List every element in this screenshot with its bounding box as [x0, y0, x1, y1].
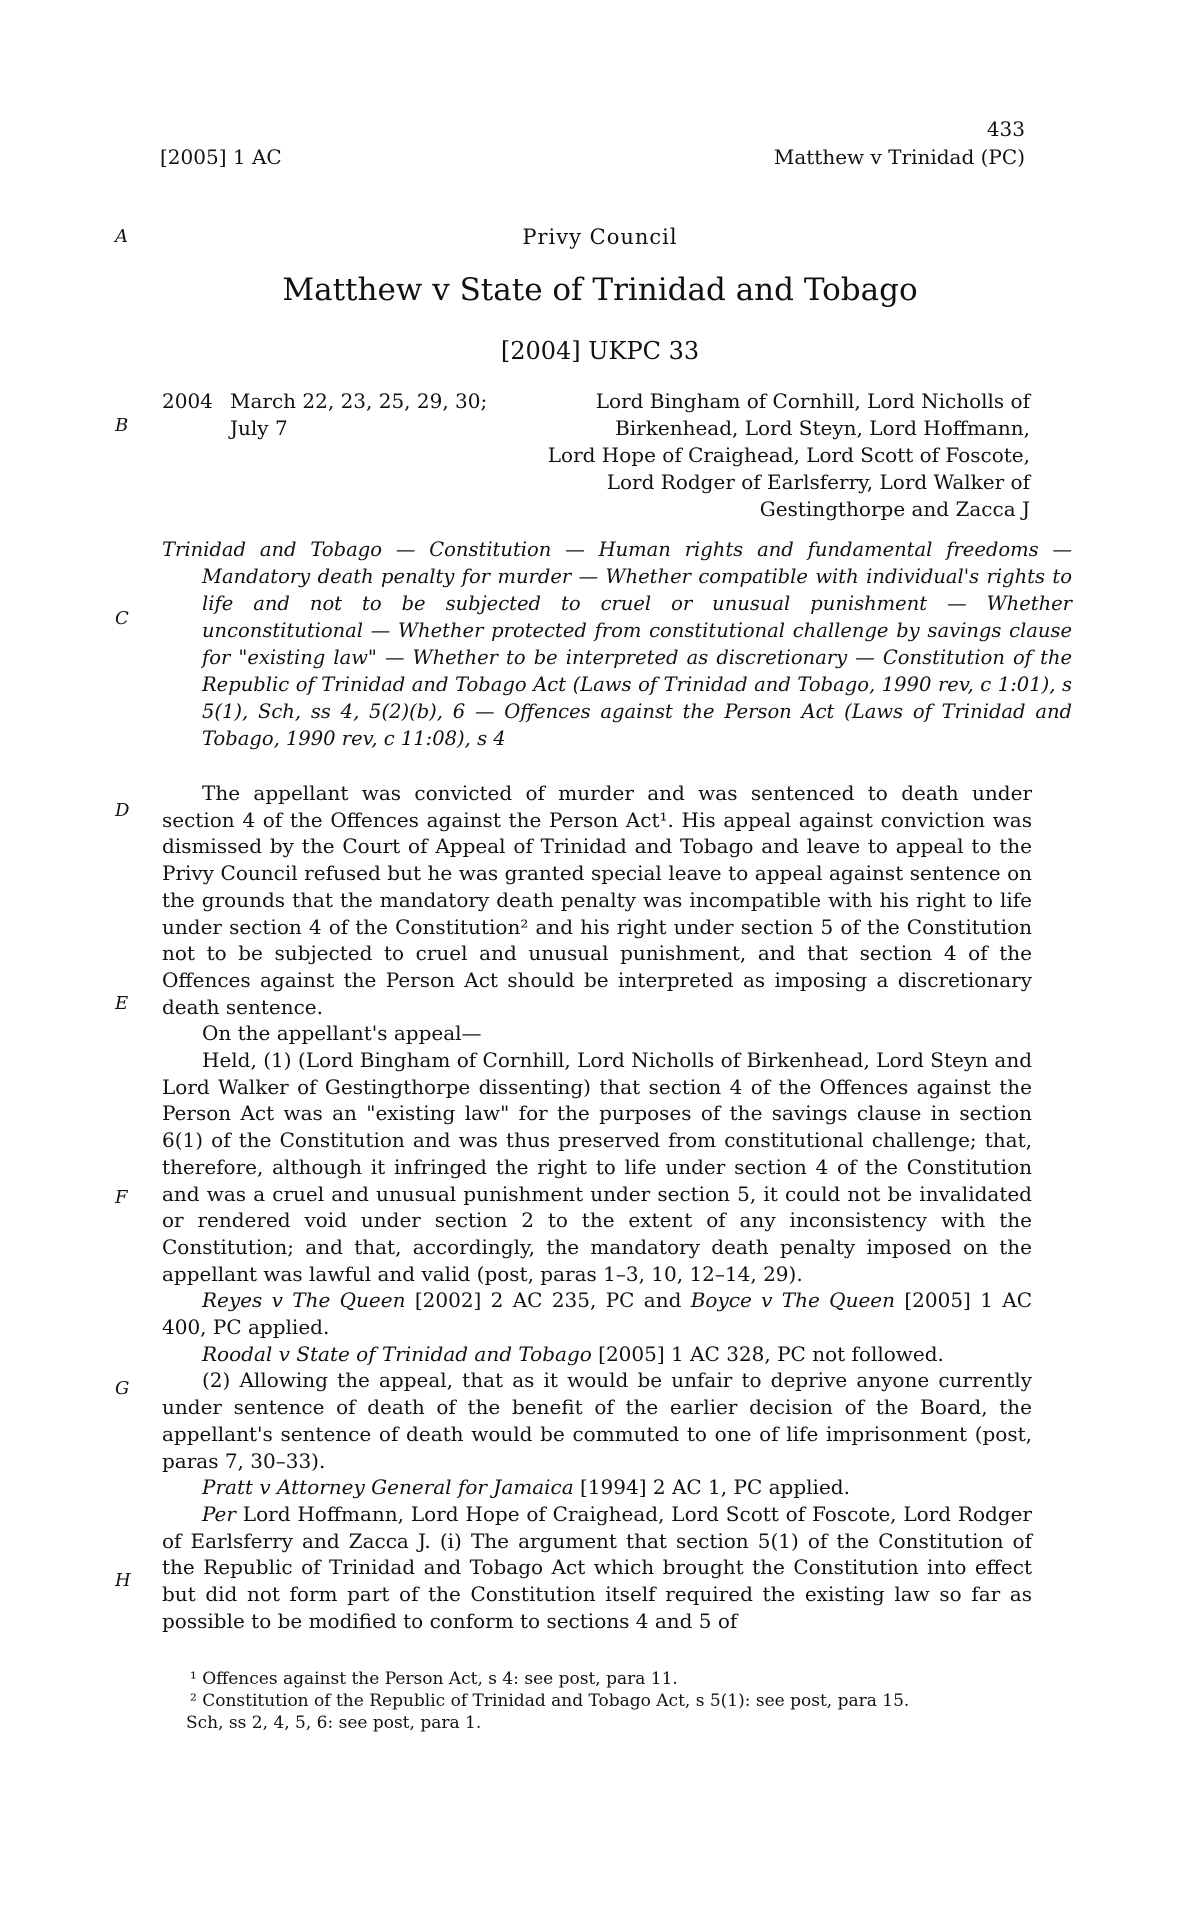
catchwords: Trinidad and Tobago — Constitution — Human rights and fundamental freedoms — Mandatory death penalty for murder — Whether compatible with individual's rights to life and not to be subjected to cruel or unusual punishment — Whether unconstitutional — Whether protected from constitutional challenge by savings clause for "existing law" — Whether to be interpreted as discretionary — Constitution of the Republic of Trinidad and Tobago Act (Laws of Trinidad and Tobago, 1990 rev, c 1:01), s 5(1), Sch, ss 4, 5(2)(b), 6 — Offences against the Person Act (Laws of Trinidad and Tobago, 1990 rev, c 11:08), s 4	[162, 538, 1072, 750]
headnote-paragraph: Held, (1) (Lord Bingham of Cornhill, Lord Nicholls of Birkenhead, Lord Steyn and Lord Walker of Gestingthorpe dissenting) that section 4 of the Offences against the Person Act was an "existing law" for the purposes of the savings clause in section 6(1) of the Constitution and was thus preserved from constitutional challenge; that, therefore, although it infringed the right to life under section 4 of the Constitution and was a cruel and unusual punishment under section 5, it could not be invalidated or rendered void under section 2 to the extent of any inconsistency with the Constitution; and that, accordingly, the mandatory death penalty imposed on the appellant was lawful and valid (post, paras 1–3, 10, 12–14, 29).	[162, 1048, 1032, 1286]
hearing-dates	[162, 388, 487, 442]
running-title: Matthew v Trinidad (PC)	[773, 145, 1025, 169]
case-name: Pratt v Attorney General for Jamaica	[202, 1475, 574, 1500]
judges-line: Lord Bingham of Cornhill, Lord Nicholls of	[595, 389, 1030, 413]
judges-line: Birkenhead, Lord Steyn, Lord Hoffmann,	[615, 416, 1030, 440]
margin-letter-d: D	[115, 800, 130, 821]
margin-letter-c: C	[115, 608, 129, 629]
margin-letter-g: G	[115, 1378, 130, 1399]
cases-applied: Reyes v The Queen [2002] 2 AC 235, PC and Boyce v The Queen [2005] 1 AC 400, PC applied.	[162, 1288, 1033, 1340]
case-name: Roodal v State of Trinidad and Tobago	[202, 1341, 592, 1366]
neutral-citation: [2004] UKPC 33	[500, 337, 700, 365]
case-name: Boyce v The Queen	[690, 1288, 896, 1313]
headnote-body	[162, 780, 1032, 1635]
judges-line: Lord Hope of Craighead, Lord Scott of Foscote,	[547, 443, 1030, 467]
case-title: Matthew v State of Trinidad and Tobago	[282, 272, 918, 308]
footnotes	[186, 1668, 1030, 1734]
footnote: ¹ Offences against the Person Act, s 4: see post, para 11.	[190, 1669, 678, 1689]
margin-letter-f: F	[115, 1187, 128, 1208]
headnote-paragraph: (2) Allowing the appeal, that as it would be unfair to deprive anyone currently under sentence of death of the benefit of the earlier decision of the Board, the appellant's sentence of death would be commuted to one of life imprisonment (post, paras 7, 30–33).	[162, 1368, 1032, 1473]
hearing-dates-line2: July 7	[230, 416, 288, 440]
margin-letter-a: A	[115, 226, 128, 247]
judges-list	[530, 388, 1030, 523]
hearing-year: 2004	[162, 389, 213, 413]
case-name: Reyes v The Queen	[202, 1288, 406, 1313]
judges-line: Gestingthorpe and Zacca J	[759, 497, 1030, 521]
margin-letter-b: B	[115, 415, 129, 436]
judges-line: Lord Rodger of Earlsferry, Lord Walker of	[606, 470, 1030, 494]
footnote: ² Constitution of the Republic of Trinidad and Tobago Act, s 5(1): see post, para 15.	[190, 1691, 910, 1711]
per-paragraph: Per Lord Hoffmann, Lord Hope of Craighead, Lord Scott of Foscote, Lord Rodger of Earlsferry and Zacca J. (i) The argument that section 5(1) of the Constitution of the Republic of Trinidad and Tobago Act which brought the Constitution into effect but did not form part of the Constitution itself required the existing law so far as possible to be modified to conform to sections 4 and 5 of	[162, 1501, 1032, 1633]
margin-letter-h: H	[115, 1570, 131, 1591]
headnote-paragraph: On the appellant's appeal—	[202, 1021, 482, 1046]
case-not-followed: Roodal v State of Trinidad and Tobago [2005] 1 AC 328, PC not followed.	[202, 1341, 944, 1366]
hearing-dates-line1: March 22, 23, 25, 29, 30;	[230, 389, 488, 413]
footnote: Sch, ss 2, 4, 5, 6: see post, para 1.	[186, 1713, 482, 1733]
headnote-paragraph: The appellant was convicted of murder and was sentenced to death under section 4 of the Offences against the Person Act¹. His appeal against conviction was dismissed by the Court of Appeal of Trinidad and Tobago and leave to appeal to the Privy Council refused but he was granted special leave to appeal against sentence on the grounds that the mandatory death penalty was incompatible with his right to life under section 4 of the Constitution² and his right under section 5 of the Constitution not to be subjected to cruel and unusual punishment, and that section 4 of the Offences against the Person Act should be interpreted as imposing a discretionary death sentence.	[162, 781, 1032, 1019]
margin-letter-e: E	[115, 993, 129, 1014]
page-number: 433	[986, 117, 1025, 141]
case-applied: Pratt v Attorney General for Jamaica [1994] 2 AC 1, PC applied.	[202, 1475, 850, 1500]
report-reference: [2005] 1 AC	[160, 145, 282, 169]
court-name: Privy Council	[522, 225, 678, 249]
